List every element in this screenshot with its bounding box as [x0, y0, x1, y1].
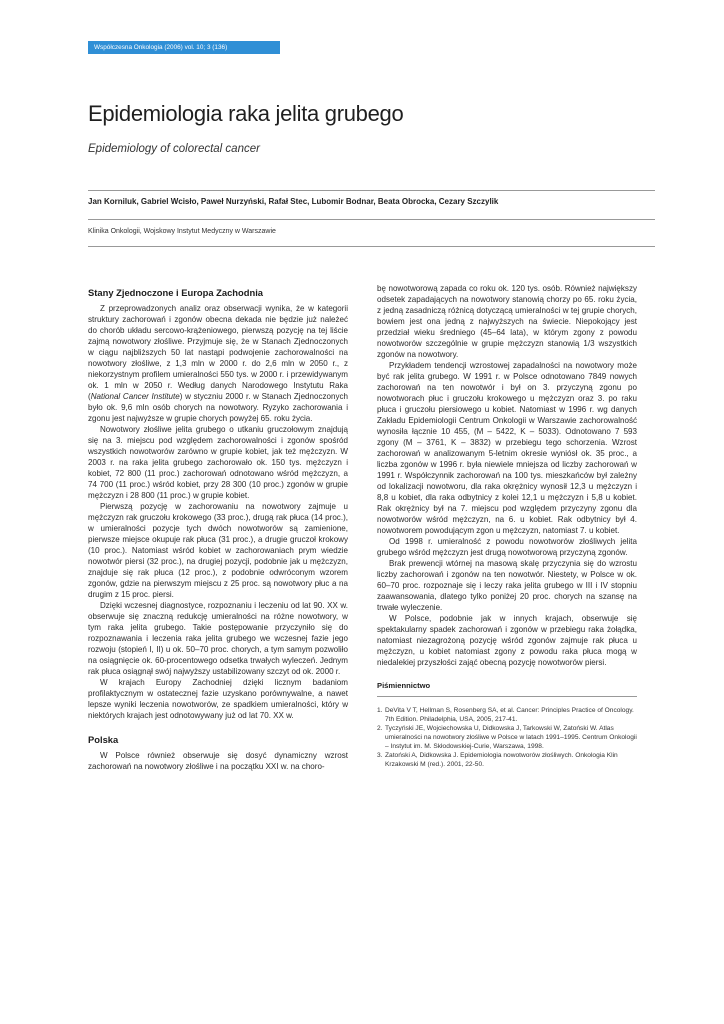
divider-affiliation [88, 246, 655, 247]
left-column [88, 283, 348, 772]
reference-item [377, 706, 637, 724]
article-title: Epidemiologia raka jelita grubego [88, 101, 404, 126]
reference-text: Zatoński A, Didkowska J. Epidemiologia nowotworów złośliwych. Onkologia Klin Krzakowski M (red.). 2001, 22-50. [385, 752, 618, 768]
reference-list [377, 706, 637, 769]
paragraph-text: Z przeprowadzonych analiz oraz obserwacji wynika, że w kategorii struktury zachorowań i zgonów obecna dekada nie będzie już należeć do chorób układu sercowo-krążeniowego, pierwszą pozycję na tej liście zajmą nowotwory złośliwe. Przyjmuje się, że w Stanach Zjednoczonych w ciągu najbliższych 50 lat nastąpi podwojenie zachorowalności na nowotwory złośliwe, z 1,3 mln w 2000 r. do 2,6 mln w 2050 r., z niekorzystnym profilem umieralności 550 tys. w 2000 r. i przewidywanym ok. 1 mln w 2050 r. Według danych Narodowego Instytutu Raka ( [88, 304, 348, 401]
reference-text: Tyczyński JE, Wojciechowska U, Didkowska J, Tarkowski W, Zatoński W. Atlas umieralności na nowotwory złośliwe w Polsce w latach 1991–1995. Centrum Onkologii – Instytut im. M. Skłodowskiej-Curie, Warszawa, 1998. [385, 725, 637, 750]
reference-text: DeVita V T, Hellman S, Rosenberg SA, et al. Cancer: Principles Practice of Oncology. 7th Edition. Philadelphia, USA, 2005, 217-41. [385, 707, 634, 723]
paragraph: bę nowotworową zapada co roku ok. 120 tys. osób. Również największy odsetek zapadających na nowotwory stanowią chorzy po 65. roku życia, z jedną zasadniczą różnicą dotyczącą umieralności w tej grupie chorych, bowiem jest ona jedną z najwyższych na świecie. Niepokojący jest przedział wieku średniego (45–64 lata), w którym zgony z powodu nowotworów szczególnie w grupie mężczyzn stanowią 1/3 wszystkich zgonów na nowotwory. [377, 284, 637, 359]
paragraph: W krajach Europy Zachodniej dzięki licznym badaniom profilaktycznym w ostatecznej fazie uzyskano porównywalne, a nawet lepsze wyniki leczenia nowotworów, ze spadkiem umieralności, który w niektórych krajach jest odnotowywany już od lat 70. XX w. [88, 678, 348, 720]
paragraph: W Polsce również obserwuje się dosyć dynamiczny wzrost zachorowań na nowotwory złośliwe i na początku XXI w. na choro- [88, 751, 348, 771]
divider-top [88, 190, 655, 191]
references-heading: Piśmiennictwo [377, 680, 637, 697]
paragraph: Brak prewencji wtórnej na masową skalę przyczynia się do wzrostu liczby zachorowań i zgonów na ten nowotwór. Niestety, w Polsce w ok. 60–70 proc. rozpoznaje się i leczy raka jelita grubego w III i IV stopniu zaawansowania, dlatego tylko poniżej 20 proc. chorych na szansę na trwałe wyleczenie. [377, 559, 637, 612]
article-subtitle: Epidemiology of colorectal cancer [88, 143, 260, 155]
section-heading-us-europe: Stany Zjednoczone i Europa Zachodnia [88, 287, 264, 298]
reference-number: 2. [377, 725, 383, 732]
author-list: Jan Korniluk, Gabriel Wcisło, Paweł Nurzyński, Rafał Stec, Lubomir Bodnar, Beata Obrocka, Cezary Szczylik [88, 197, 499, 206]
reference-number: 3. [377, 752, 383, 759]
paragraph [88, 303, 348, 424]
reference-item [377, 751, 637, 769]
paragraph: Od 1998 r. umieralność z powodu nowotworów złośliwych jelita grubego wśród mężczyzn jest drugą nowotworową przyczyną zgonów. [377, 537, 637, 557]
divider-authors [88, 219, 655, 220]
paragraph: W Polsce, podobnie jak w innych krajach, obserwuje się spektakularny spadek zachorowań i zgonów w przebiegu raka żołądka, natomiast niezagrożoną pozycję wśród zgonów zajmuje rak płuca u mężczyzn, u kobiet natomiast zgony z powodu raka płuca mogą w niedalekiej przyszłości zająć obecną pozycję nowotworów piersi. [377, 614, 637, 667]
affiliation: Klinika Onkologii, Wojskowy Instytut Medyczny w Warszawie [88, 228, 276, 235]
section-heading-polska: Polska [88, 734, 119, 745]
paragraph: Dzięki wczesnej diagnostyce, rozpoznaniu i leczeniu od lat 90. XX w. obserwuje się znaczną redukcję umieralności na różne nowotwory, w tym raka jelita grubego. Takie postępowanie przyczyniło się do rozpoznawania i leczenia raka jelita grubego we wczesnej fazie jego rozwoju (stopień I, II) u ok. 50–70 proc. chorych, a tym samym pozwoliło na osiągnięcie ok. 60-procentowego odsetka trwałych wyleczeń. Jednym rak płuca osiągnął swój najwyższy ustabilizowany szczyt od ok. 2000 r. [88, 601, 348, 676]
journal-header-bar: Współczesna Onkologia (2006) vol. 10; 3 (136) [88, 41, 280, 54]
paragraph: Pierwszą pozycję w zachorowaniu na nowotwory zajmuje u mężczyzn rak gruczołu krokowego (33 proc.), drugą rak płuca (14 proc.), w umieralności pozycje tych dwóch nowotworów są zamienione, pierwsze miejsce okupuje rak płuca (31 proc.), a drugie gruczoł krokowy (10 proc.). Natomiast wśród kobiet w zachorowaniach prym wiedzie nowotwór piersi (32 proc.), na drugiej pozycji, podobnie jak u mężczyzn, znajduje się rak płuca (12 proc.), z podobnie odwróconym wzorem zgonów, gdzie na pierwszym miejscu z 25 proc. są nowotwory płuc a na drugim z 15 proc. piersi. [88, 502, 348, 599]
paragraph-text: ) w styczniu 2000 r. w Stanach Zjednoczonych było ok. 9,6 mln osób chorych na nowotwory. Ryzyko zachorowania i zgonu jest najwyższe w grupie chorych powyżej 65. roku życia. [88, 392, 348, 423]
paragraph-italic: National Cancer Institute [90, 392, 180, 401]
right-column [377, 283, 637, 769]
paragraph: Nowotwory złośliwe jelita grubego o utkaniu gruczołowym znajdują się na 3. miejscu pod względem zachorowalności i zgonów spośród wszystkich nowotworów zarówno w grupie kobiet, jak też mężczyzn. W 2003 r. na raka jelita grubego zachorowało ok. 150 tys. mężczyzn i kobiet, 72 800 (11 proc.) zachorowań odnotowano wśród mężczyzn, a 74 700 (11 proc.) wśród kobiet, przy 28 300 (10 proc.) zgonów w grupie mężczyzn i 28 800 (11 proc.) w grupie kobiet. [88, 425, 348, 500]
paragraph: Przykładem tendencji wzrostowej zapadalności na nowotwory może być rak jelita grubego. W 1991 r. w Polsce odnotowano 7849 nowych zachorowań na ten nowotwór i był on 3. przyczyną zgonu po nowotworach płuc i gruczołu krokowego u mężczyzn oraz 3. po raku płuca i gruczołu piersiowego u kobiet. Natomiast w 1996 r. wg danych Zakładu Epidemiologii Centrum Onkologii w Warszawie zachorowalność wynosiła łącznie 10 455, (M – 5422, K – 5033). Odnotowano 7 593 zgony (M – 3761, K – 3832) w przebiegu tego schorzenia. Wzrost zachorowań w analizowanym 5-letnim okresie wyniósł ok. 35 proc., a liczba zgonów w 1996 r. była niewiele mniejsza od liczby zachorowań w 1991 r. Współczynnik zachorowań na 100 tys. mieszkańców był zależny od lokalizacji nowotworu, dla raka okrężnicy wynosił 12,3 u mężczyzn i 8,8 u kobiet, dla raka odbytnicy z kolei 12,1 u mężczyzn i 5,8 u kobiet. Rak okrężnicy był na 7. miejscu pod względem przyczyny zgonu dla nowotworów wśród mężczyzn, na 6. u kobiet. Rak odbytnicy był 4. nowotworem powodującym zgon u mężczyzn, natomiast 7. u kobiet. [377, 361, 637, 535]
reference-number: 1. [377, 707, 383, 714]
reference-item [377, 724, 637, 751]
